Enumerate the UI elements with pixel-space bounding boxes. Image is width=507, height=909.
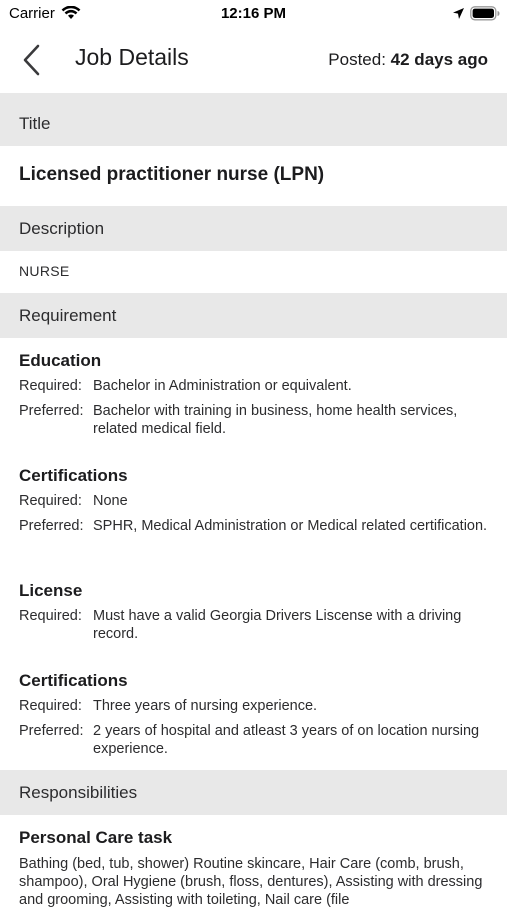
license-heading: License <box>19 581 83 600</box>
location-arrow-icon <box>452 7 465 25</box>
section-label: Responsibilities <box>19 783 138 802</box>
section-label: Requirement <box>19 306 117 325</box>
clock: 12:16 PM <box>220 5 287 22</box>
preferred-value: Bachelor with training in business, home health services, related medical field. <box>93 403 458 437</box>
section-label: Description <box>19 219 105 238</box>
required-value: Must have a valid Georgia Drivers Liscense with a driving record. <box>93 608 462 642</box>
back-button[interactable] <box>18 43 48 77</box>
section-header-requirement <box>0 293 507 338</box>
section-label: Title <box>19 114 51 133</box>
certifications-heading: Certifications <box>19 466 128 485</box>
nav-header <box>0 28 507 92</box>
battery-icon <box>470 6 500 26</box>
required-label: Required: <box>19 608 82 624</box>
required-label: Required: <box>19 493 82 509</box>
education-heading: Education <box>19 351 102 370</box>
experience-heading: Certifications <box>19 671 128 690</box>
preferred-value: 2 years of hospital and atleast 3 years of on location nursing experience. <box>93 723 480 757</box>
section-header-responsibilities <box>0 770 507 815</box>
posted-label: Posted: <box>328 50 386 69</box>
preferred-label: Preferred: <box>19 518 84 534</box>
posted-value: 42 days ago <box>390 50 488 69</box>
required-value: None <box>93 493 128 509</box>
carrier-label: Carrier <box>9 5 55 22</box>
required-label: Required: <box>19 378 82 394</box>
section-header-description <box>0 206 507 251</box>
preferred-value: SPHR, Medical Administration or Medical related certification. <box>93 518 488 534</box>
required-value: Bachelor in Administration or equivalent. <box>93 378 352 394</box>
page-title: Job Details <box>75 44 189 70</box>
posted-info <box>328 50 488 70</box>
chevron-left-icon <box>18 43 48 77</box>
description-text: NURSE <box>19 263 70 279</box>
required-value: Three years of nursing experience. <box>93 698 318 714</box>
personal-care-text: Bathing (bed, tub, shower) Routine skincare, Hair Care (comb, brush, shampoo), Oral Hygiene (brush, floss, dentures), Assisting with dressing and grooming, Assisting with toileting, Nail care (file <box>19 856 483 908</box>
preferred-label: Preferred: <box>19 723 84 739</box>
job-title: Licensed practitioner nurse (LPN) <box>19 164 325 185</box>
section-header-title <box>0 93 507 146</box>
preferred-label: Preferred: <box>19 403 84 419</box>
required-label: Required: <box>19 698 82 714</box>
personal-care-heading: Personal Care task <box>19 828 173 847</box>
status-bar <box>0 0 507 28</box>
